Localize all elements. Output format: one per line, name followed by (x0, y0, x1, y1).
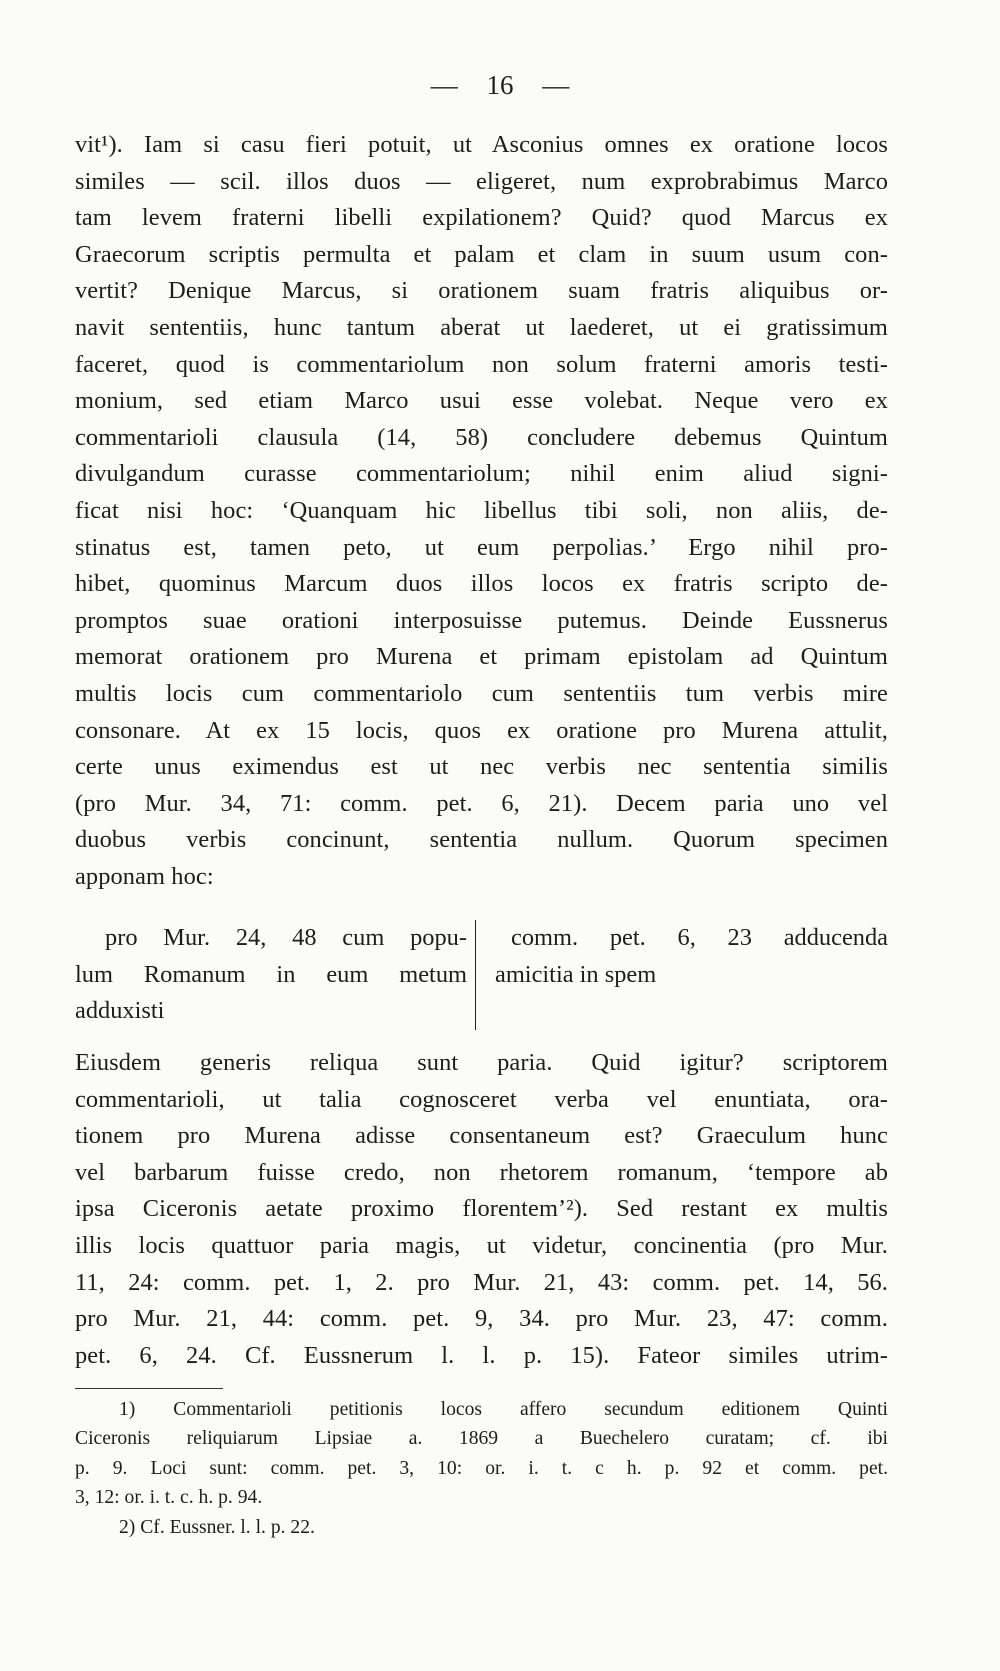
header-dash-left: — (430, 70, 458, 100)
text-line: consonare. At ex 15 locis, quos ex oratione pro Murena attulit, (75, 716, 888, 744)
footnote-line: 3, 12: or. i. t. c. h. p. 94. (75, 1487, 263, 1509)
footnote-line: Ciceronis reliquiarum Lipsiae a. 1869 a Buechelero curatam; cf. ibi (75, 1428, 888, 1450)
text-line: vel barbarum fuisse credo, non rhetorem romanum, ‘tempore ab (75, 1158, 888, 1186)
text-line: apponam hoc: (75, 862, 214, 890)
text-line: ficat nisi hoc: ‘Quanquam hic libellus tibi soli, non aliis, de- (75, 496, 888, 524)
text-line: Graecorum scriptis permulta et palam et clam in suum usum con- (75, 240, 888, 268)
text-line: commentarioli, ut talia cognosceret verba vel enuntiata, ora- (75, 1085, 888, 1113)
header-dash-right: — (542, 70, 570, 100)
text-line: (pro Mur. 34, 71: comm. pet. 6, 21). Decem paria uno vel (75, 789, 888, 817)
text-line: commentarioli clausula (14, 58) concludere debemus Quintum (75, 423, 888, 451)
text-line: navit sententiis, hunc tantum aberat ut laederet, ut ei gratissimum (75, 313, 888, 341)
comparison-line: pro Mur. 24, 48 cum popu- (105, 924, 467, 951)
text-line: ipsa Ciceronis aetate proximo florentem’²). Sed restant ex multis (75, 1195, 888, 1223)
text-line: illis locis quattuor paria magis, ut videtur, concinentia (pro Mur. (75, 1231, 888, 1259)
text-line: vertit? Denique Marcus, si orationem suam fratris aliquibus or- (75, 277, 888, 305)
text-line: stinatus est, tamen peto, ut eum perpolias.’ Ergo nihil pro- (75, 533, 888, 561)
text-line: tionem pro Murena adisse consentaneum est? Graeculum hunc (75, 1122, 888, 1150)
comparison-left-column (75, 920, 467, 1030)
text-line: pet. 6, 24. Cf. Eussnerum l. l. p. 15). Fateor similes utrim- (75, 1341, 888, 1369)
text-line: hibet, quominus Marcum duos illos locos ex fratris scripto de- (75, 570, 888, 598)
body-text-bottom (75, 1045, 888, 1374)
page-number: 16 (486, 70, 514, 100)
comparison-line: adduxisti (75, 997, 165, 1025)
footnote-line: 2) Cf. Eussner. l. l. p. 22. (119, 1516, 315, 1538)
text-line: Eiusdem generis reliqua sunt paria. Quid igitur? scriptorem (75, 1049, 888, 1076)
comparison-right-column (495, 920, 888, 993)
comparison-line: amicitia in spem (495, 960, 657, 988)
footnote-line: p. 9. Loci sunt: comm. pet. 3, 10: or. i. t. c h. p. 92 et comm. pet. (75, 1457, 888, 1479)
text-line: faceret, quod is commentariolum non solum fraterni amoris testi- (75, 350, 888, 378)
comparison-line: lum Romanum in eum metum (75, 960, 467, 988)
text-line: divulgandum curasse commentariolum; nihil enim aliud signi- (75, 460, 888, 488)
text-line: 11, 24: comm. pet. 1, 2. pro Mur. 21, 43: comm. pet. 14, 56. (75, 1268, 888, 1296)
text-line: vit¹). Iam si casu fieri potuit, ut Asconius omnes ex oratione locos (75, 131, 888, 158)
text-line: promptos suae orationi interposuisse putemus. Deinde Eussnerus (75, 606, 888, 634)
comparison-line: comm. pet. 6, 23 adducenda (511, 924, 888, 951)
text-line: pro Mur. 21, 44: comm. pet. 9, 34. pro Mur. 23, 47: comm. (75, 1305, 888, 1333)
text-line: similes — scil. illos duos — eligeret, num exprobrabimus Marco (75, 167, 888, 195)
footnotes (75, 1395, 888, 1542)
footnote-rule (75, 1388, 223, 1389)
text-line: duobus verbis concinunt, sententia nullum. Quorum specimen (75, 826, 888, 854)
footnote-line: 1) Commentarioli petitionis locos affero secundum editionem Quinti (119, 1399, 888, 1420)
column-divider (475, 920, 476, 1030)
body-text-top (75, 127, 888, 895)
page-header (0, 70, 1000, 101)
text-line: tam levem fraterni libelli expilationem? Quid? quod Marcus ex (75, 204, 888, 232)
text-line: memorat orationem pro Murena et primam epistolam ad Quintum (75, 643, 888, 671)
text-line: certe unus eximendus est ut nec verbis nec sententia similis (75, 753, 888, 781)
text-line: multis locis cum commentariolo cum sententiis tum verbis mire (75, 679, 888, 707)
text-line: monium, sed etiam Marco usui esse volebat. Neque vero ex (75, 387, 888, 415)
